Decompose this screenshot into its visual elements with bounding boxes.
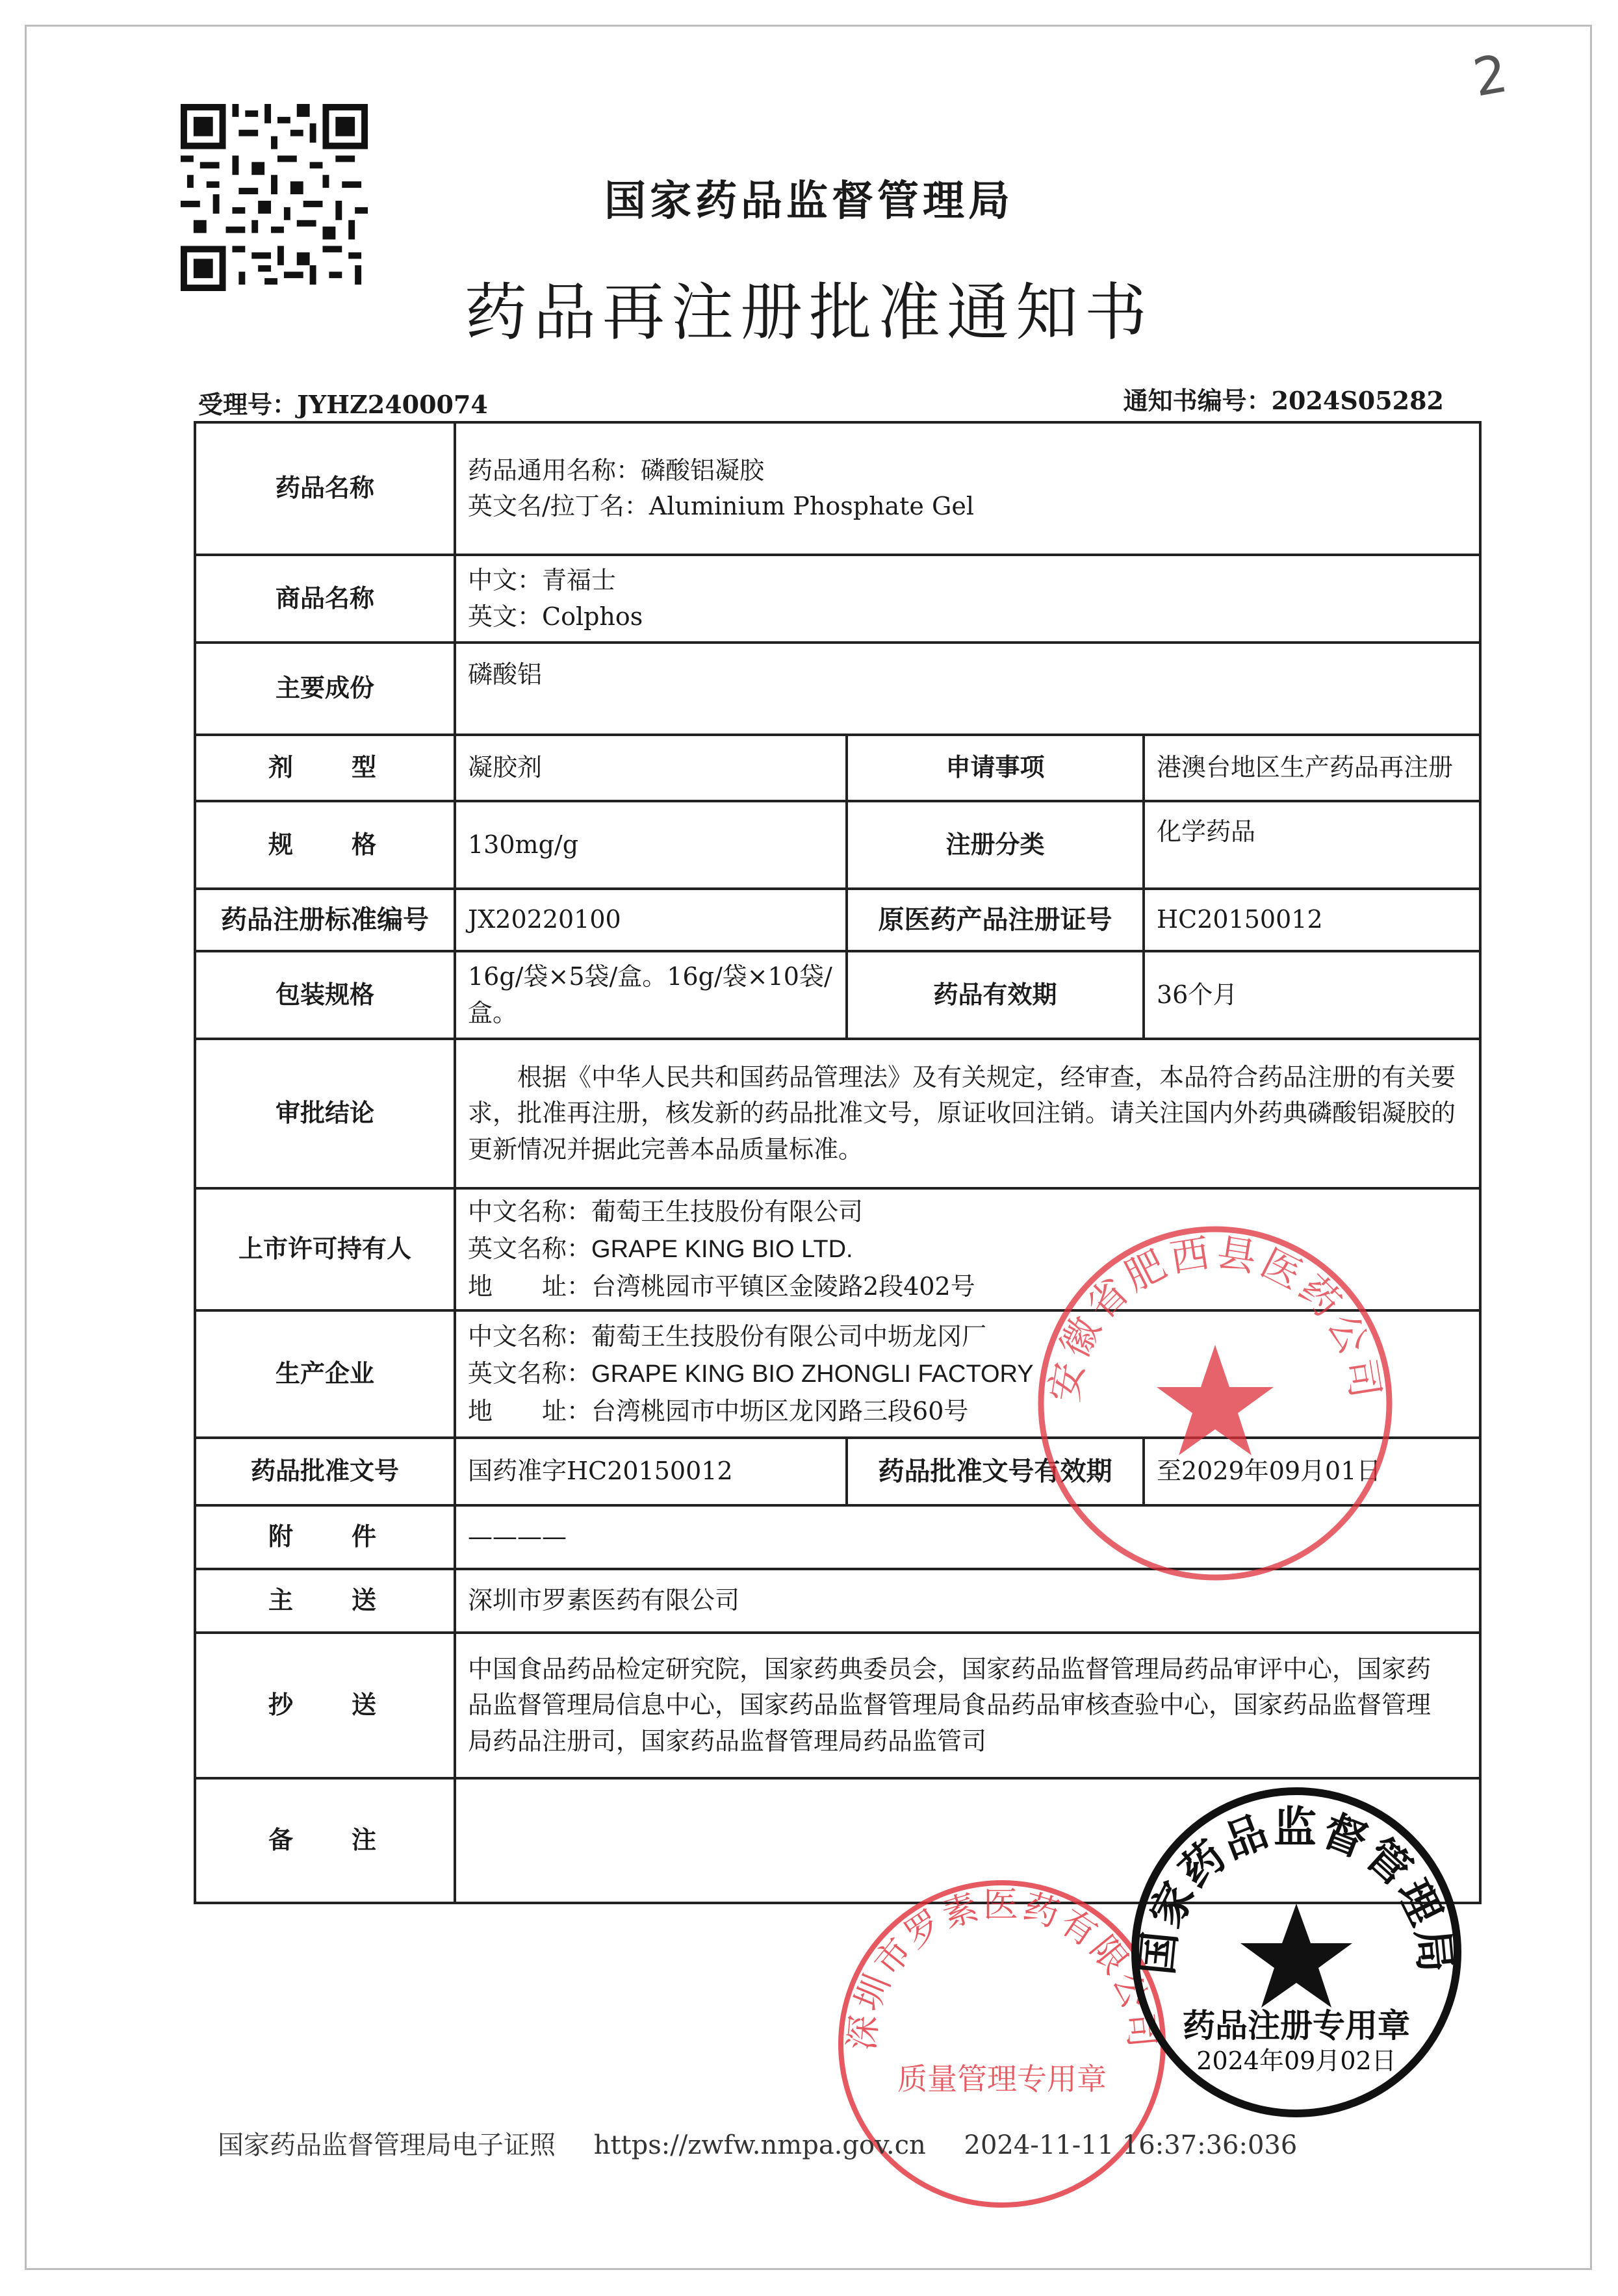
original-cert-label: 原医药产品注册证号 xyxy=(847,889,1144,951)
shelf-life-value: 36个月 xyxy=(1144,951,1480,1039)
conclusion-value: 根据《中华人民共和国药品管理法》及有关规定，经审查，本品符合药品注册的有关要求，批准再注册，核发新的药品批准文号，原证收回注销。请关注国内外药典磷酸铝凝胶的更新情况并据此完善本品质量标准。 xyxy=(455,1039,1480,1188)
company-seal-bottom-text: 质量管理专用章 xyxy=(897,2061,1107,2097)
holder-label: 上市许可持有人 xyxy=(195,1188,455,1310)
drug-name-label: 药品名称 xyxy=(195,422,455,555)
footer xyxy=(218,2124,1327,2162)
manufacturer-en-name: GRAPE KING BIO ZHONGLI FACTORY xyxy=(591,1360,1034,1388)
document-title: 药品再注册批准通知书 xyxy=(465,276,1153,349)
manufacturer-addr-key: 地 址： xyxy=(468,1397,592,1425)
row-standard-no xyxy=(195,889,1480,951)
approval-validity-label: 药品批准文号有效期 xyxy=(847,1438,1144,1505)
holder-en-name: GRAPE KING BIO LTD. xyxy=(591,1236,853,1263)
manufacturer-address: 台湾桃园市中坜区龙冈路三段60号 xyxy=(591,1397,969,1425)
holder-addr-key: 地 址： xyxy=(468,1272,592,1301)
standard-no-label: 药品注册标准编号 xyxy=(195,889,455,951)
row-packaging xyxy=(195,951,1480,1039)
holder-cn-key: 中文名称： xyxy=(468,1197,592,1226)
packaging-label: 包装规格 xyxy=(195,951,455,1039)
ingredient-label: 主要成份 xyxy=(195,643,455,735)
approval-table xyxy=(194,421,1482,1904)
row-conclusion xyxy=(195,1039,1480,1188)
english-name: 英文名/拉丁名：Aluminium Phosphate Gel xyxy=(468,492,974,520)
notice-number: 通知书编号：2024S05282 xyxy=(1123,386,1444,415)
holder-address: 台湾桃园市平镇区金陵路2段402号 xyxy=(591,1272,975,1301)
agency-name: 国家药品监督管理局 xyxy=(604,177,1014,225)
generic-name: 药品通用名称：磷酸铝凝胶 xyxy=(468,455,765,485)
row-spec xyxy=(195,801,1480,889)
holder-en-key: 英文名称： xyxy=(468,1234,592,1263)
manufacturer-cn-name: 葡萄王生技股份有限公司中坜龙冈厂 xyxy=(591,1322,987,1351)
attachment-label: 附件 xyxy=(195,1505,455,1569)
shelf-life-label: 药品有效期 xyxy=(847,951,1144,1039)
attachment-value: ———— xyxy=(455,1505,1480,1569)
ingredient-value: 磷酸铝 xyxy=(455,643,1480,735)
footer-timestamp: 2024-11-11 16:37:36:036 xyxy=(964,2130,1298,2160)
registration-class-label: 注册分类 xyxy=(847,801,1144,889)
official-seal-ring-text: 国家药品监督管理局 xyxy=(1131,1802,1461,1978)
dosage-form-label: 剂型 xyxy=(195,735,455,801)
manufacturer-cn-key: 中文名称： xyxy=(468,1322,592,1351)
approval-no-label: 药品批准文号 xyxy=(195,1438,455,1505)
official-registration-seal xyxy=(1127,1783,1465,2121)
trade-name-en: 英文：Colphos xyxy=(468,602,643,631)
row-ingredient xyxy=(195,643,1480,735)
manufacturer-en-key: 英文名称： xyxy=(468,1359,592,1388)
original-cert-value: HC20150012 xyxy=(1144,889,1480,951)
approval-validity-value: 至2029年09月01日 xyxy=(1144,1438,1480,1505)
cc-value: 中国食品药品检定研究院，国家药典委员会，国家药品监督管理局药品审评中心，国家药品监督管理局信息中心，国家药品监督管理局食品药品审核查验中心，国家药品监督管理局药品注册司，国家药品监督管理局药品监管司 xyxy=(455,1633,1480,1778)
manufacturer-label: 生产企业 xyxy=(195,1310,455,1438)
footer-url[interactable]: https://zwfw.nmpa.gov.cn xyxy=(593,2130,926,2160)
row-drug-name xyxy=(195,422,1480,555)
holder-cn-name: 葡萄王生技股份有限公司 xyxy=(591,1197,864,1226)
remarks-label: 备注 xyxy=(195,1778,455,1903)
approval-no-value: 国药准字HC20150012 xyxy=(455,1438,847,1505)
trade-name-label: 商品名称 xyxy=(195,555,455,643)
company-quality-seal xyxy=(833,1875,1171,2213)
main-recipient-value: 深圳市罗素医药有限公司 xyxy=(455,1569,1480,1633)
row-trade-name xyxy=(195,555,1480,643)
spec-label: 规格 xyxy=(195,801,455,889)
application-item-label: 申请事项 xyxy=(847,735,1144,801)
acceptance-number: 受理号：JYHZ2400074 xyxy=(198,390,488,419)
trade-name-value xyxy=(455,555,1480,643)
handwritten-page-mark: 2 xyxy=(1469,43,1512,108)
main-recipient-label: 主送 xyxy=(195,1569,455,1633)
county-pharmacy-seal xyxy=(1033,1221,1397,1585)
application-item-value: 港澳台地区生产药品再注册 xyxy=(1144,735,1480,801)
dosage-form-value: 凝胶剂 xyxy=(455,735,847,801)
spec-value: 130mg/g xyxy=(455,801,847,889)
official-seal-date: 2024年09月02日 xyxy=(1196,2047,1396,2075)
registration-class-value: 化学药品 xyxy=(1144,801,1480,889)
packaging-value: 16g/袋×5袋/盒。16g/袋×10袋/盒。 xyxy=(455,951,847,1039)
svg-text:深圳市罗素医药有限公司 xyxy=(841,1884,1162,2052)
trade-name-cn: 中文：青福士 xyxy=(468,566,617,595)
row-dosage-form xyxy=(195,735,1480,801)
county-seal-ring-text: 安徽省肥西县医药公司 xyxy=(1042,1230,1389,1405)
footer-source: 国家药品监督管理局电子证照 xyxy=(218,2130,556,2160)
conclusion-label: 审批结论 xyxy=(195,1039,455,1188)
drug-name-value xyxy=(455,422,1480,555)
standard-no-value: JX20220100 xyxy=(455,889,847,951)
row-cc xyxy=(195,1633,1480,1778)
official-seal-bottom-text: 药品注册专用章 xyxy=(1183,2007,1410,2045)
company-seal-ring-text: 深圳市罗素医药有限公司 xyxy=(841,1883,1163,2052)
cc-label: 抄送 xyxy=(195,1633,455,1778)
